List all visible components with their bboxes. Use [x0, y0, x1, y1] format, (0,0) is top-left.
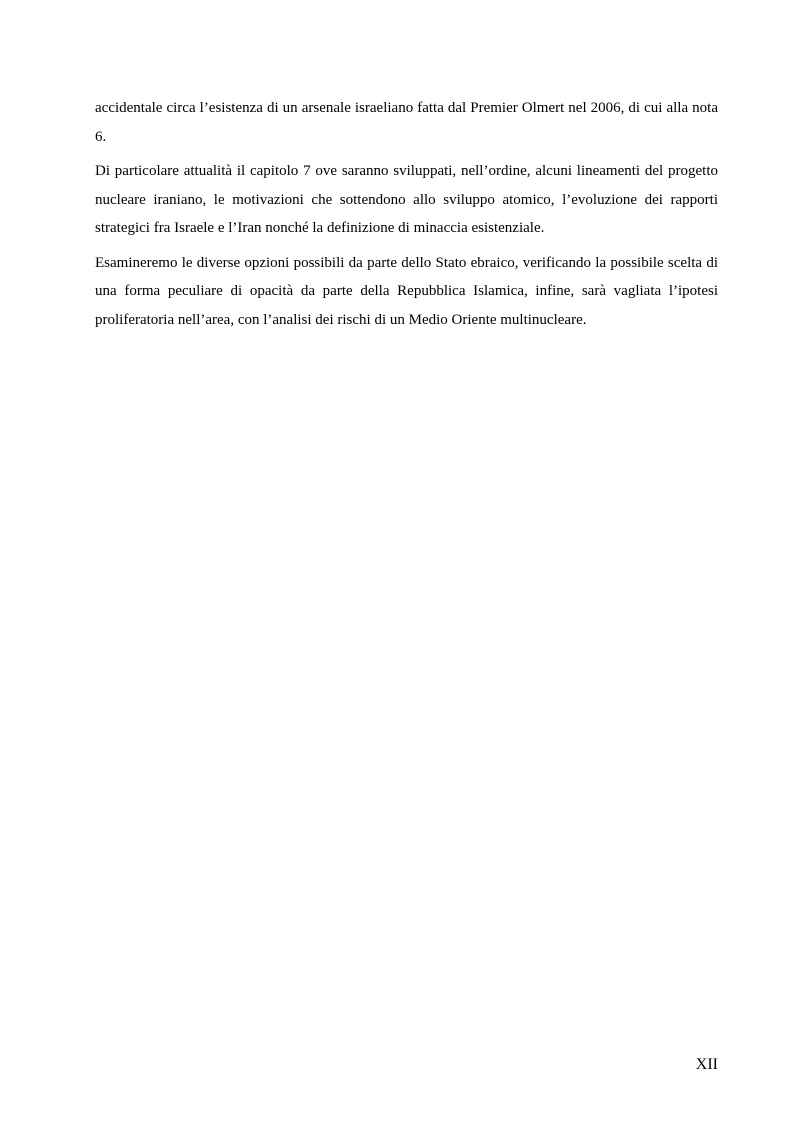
paragraph: Esamineremo le diverse opzioni possibili da parte dello Stato ebraico, verificando la possibile scelta di una forma peculiare di opacità da parte della Repubblica Islamica, infine, sarà vagliata l’ipotesi proliferatoria nell’area, con l’analisi dei rischi di un Medio Oriente multinucleare. — [95, 254, 718, 328]
paragraph: Di particolare attualità il capitolo 7 ove saranno sviluppati, nell’ordine, alcuni lineamenti del progetto nucleare iraniano, le motivazioni che sottendono allo sviluppo atomico, l’evoluzione dei rapporti strategici fra Israele e l’Iran nonché la definizione di minaccia esistenziale. — [95, 163, 718, 236]
paragraph: accidentale circa l’esistenza di un arsenale israeliano fatta dal Premier Olmert nel 2006, di cui alla nota 6. — [95, 100, 718, 145]
page-number: XII — [695, 1056, 718, 1073]
body-text — [95, 94, 718, 340]
